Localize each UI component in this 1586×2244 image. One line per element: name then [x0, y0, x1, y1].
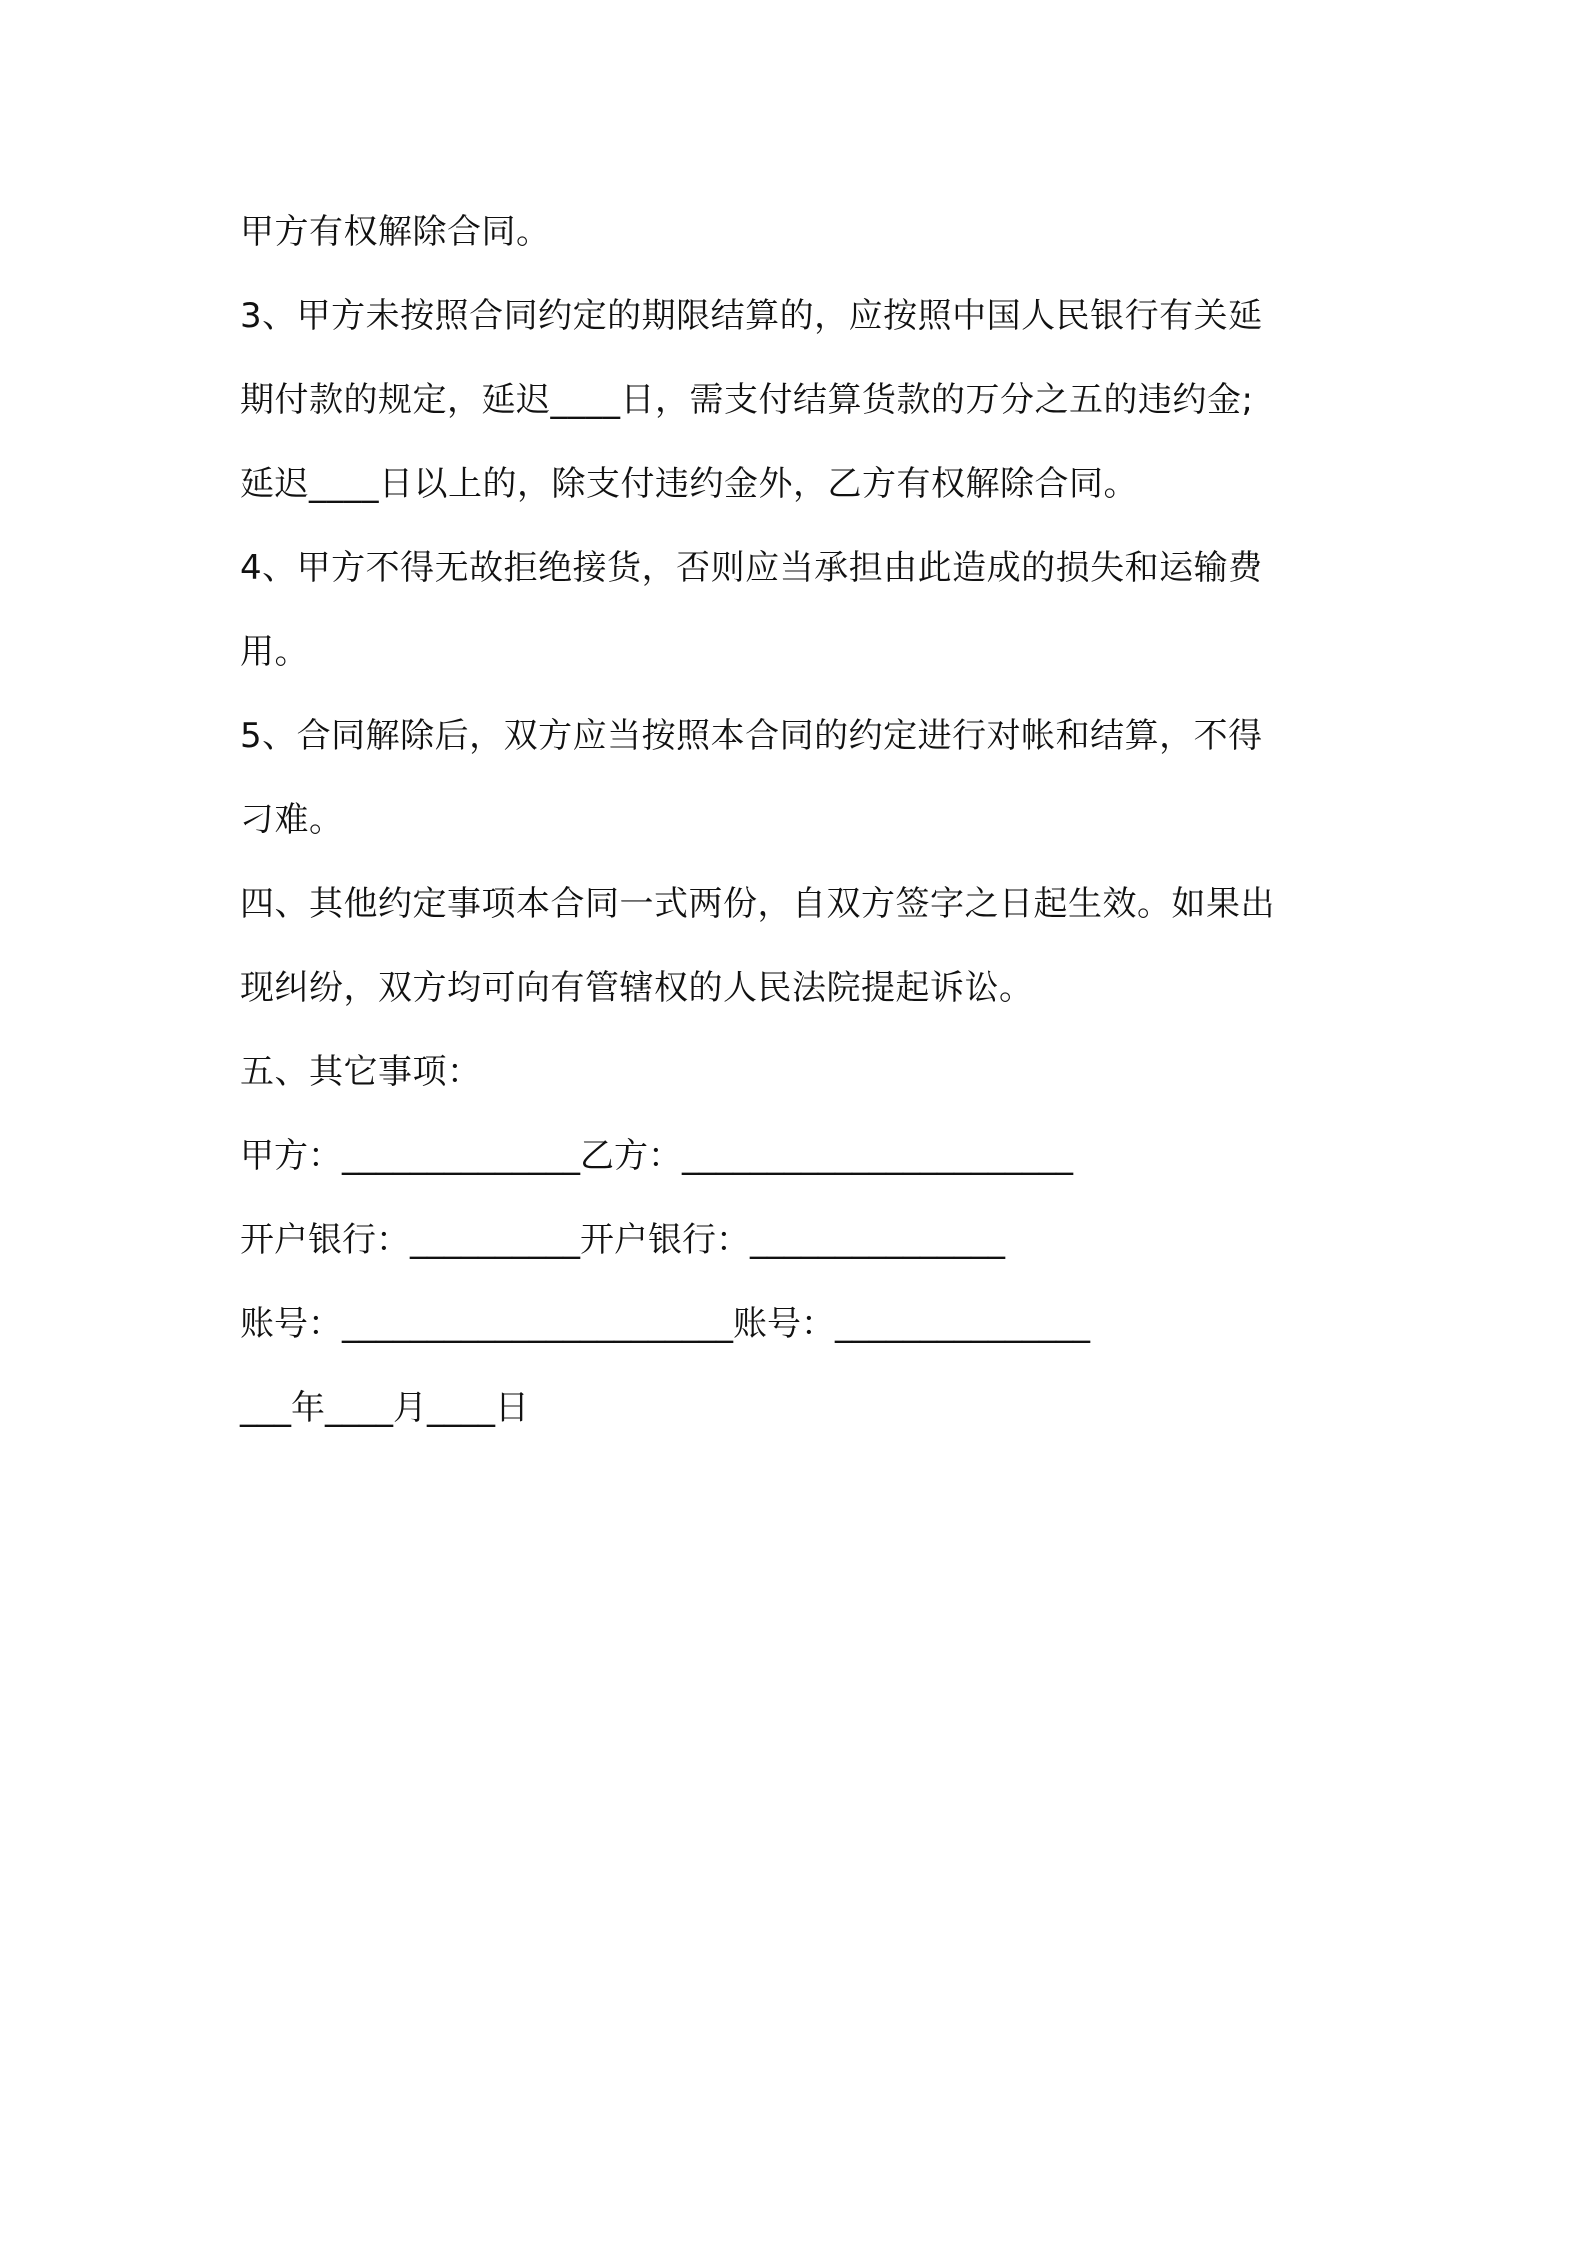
account-signature-line: 账号：_______________________账号：_______________	[240, 1304, 1090, 1344]
clause-4-line-1: 4、甲方不得无故拒绝接货，否则应当承担由此造成的损失和运输费	[240, 548, 1263, 588]
clause-3-line-2: 期付款的规定，延迟____日，需支付结算货款的万分之五的违约金;	[240, 380, 1254, 420]
contract-body	[240, 190, 1360, 1450]
clause-3-line-3: 延迟____日以上的，除支付违约金外，乙方有权解除合同。	[240, 464, 1138, 504]
section-5-heading: 五、其它事项：	[240, 1052, 482, 1092]
clause-5-line-2: 刁难。	[240, 800, 344, 840]
section-4-line-2: 现纠纷，双方均可向有管辖权的人民法院提起诉讼。	[240, 968, 1034, 1008]
clause-3-line-1: 3、甲方未按照合同约定的期限结算的，应按照中国人民银行有关延	[240, 296, 1263, 336]
paragraph-line: 甲方有权解除合同。	[240, 212, 551, 252]
section-4-line-1: 四、其他约定事项本合同一式两份，自双方签字之日起生效。如果出	[240, 884, 1275, 924]
bank-signature-line: 开户银行：__________开户银行：_______________	[240, 1220, 1005, 1260]
date-line: ___年____月____日	[240, 1388, 529, 1428]
party-signature-line: 甲方：______________乙方：_______________________	[240, 1136, 1073, 1176]
clause-5-line-1: 5、合同解除后，双方应当按照本合同的约定进行对帐和结算，不得	[240, 716, 1263, 756]
clause-4-line-2: 用。	[240, 632, 309, 672]
